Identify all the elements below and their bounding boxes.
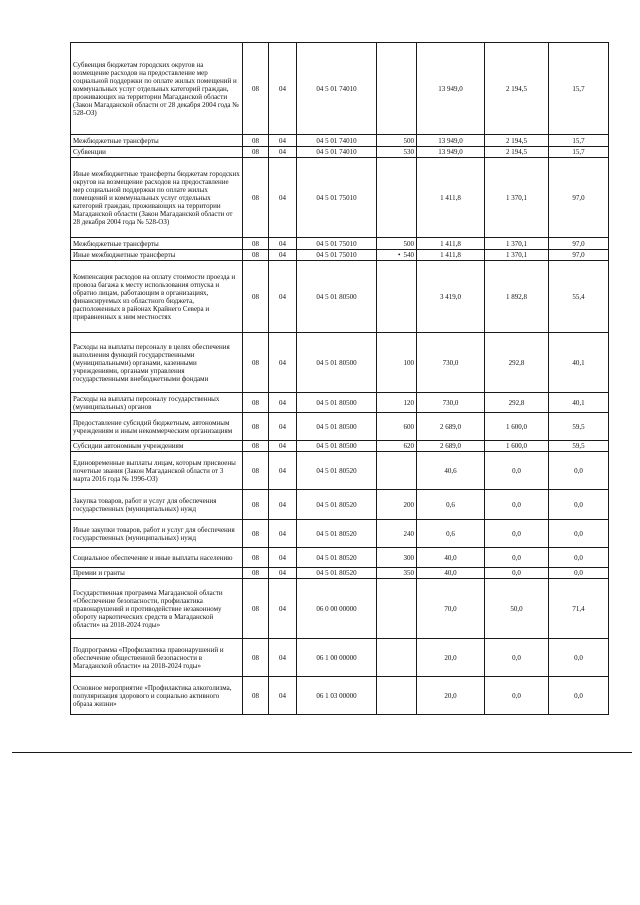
expense-type-value: 620 <box>403 442 414 450</box>
target-article-code: 04 5 01 80500 <box>297 441 377 452</box>
table-row <box>71 158 609 238</box>
expense-type-value: 240 <box>403 529 414 538</box>
subsection-code: 04 <box>269 158 297 238</box>
expense-type-code <box>377 441 417 452</box>
approved-amount: 13 949,0 <box>417 135 485 147</box>
expense-type-code <box>377 520 417 548</box>
target-article-code: 04 5 01 75010 <box>297 250 377 261</box>
expense-type-code <box>377 238 417 250</box>
executed-amount: 50,0 <box>485 579 549 639</box>
expense-type-code <box>377 333 417 393</box>
approved-amount: 40,0 <box>417 568 485 579</box>
executed-amount: 292,8 <box>485 393 549 413</box>
executed-amount: 0,0 <box>485 639 549 677</box>
expense-type-value: 600 <box>403 422 414 431</box>
table-row <box>71 135 609 147</box>
expense-description: Подпрограмма «Профилактика правонарушений и обеспечение общественной безопасности в Магаданской области» на 2018-2024 годы» <box>71 639 243 677</box>
approved-amount: 1 411,8 <box>417 250 485 261</box>
executed-amount: 0,0 <box>485 520 549 548</box>
expense-description: Межбюджетные трансферты <box>71 238 243 250</box>
expense-description: Государственная программа Магаданской области «Обеспечение безопасности, профилактика правонарушений и противодействие незаконному обороту наркотических средств в Магаданской области» на 2018-2024 годы» <box>71 579 243 639</box>
subsection-code: 04 <box>269 43 297 135</box>
approved-amount: 1 411,8 <box>417 158 485 238</box>
executed-amount: 0,0 <box>485 568 549 579</box>
expense-description: Межбюджетные трансферты <box>71 135 243 147</box>
execution-percent: 55,4 <box>549 261 609 333</box>
target-article-code: 04 5 01 80520 <box>297 568 377 579</box>
executed-amount: 2 194,5 <box>485 135 549 147</box>
execution-percent: 0,0 <box>549 639 609 677</box>
expense-description: Единовременные выплаты лицам, которым присвоены почетные звания (Закон Магаданской области от 3 марта 2016 года № 1996-ОЗ) <box>71 452 243 490</box>
executed-amount: 0,0 <box>485 677 549 715</box>
execution-percent: 0,0 <box>549 548 609 568</box>
table-row <box>71 490 609 520</box>
section-code: 08 <box>243 520 269 548</box>
approved-amount: 730,0 <box>417 333 485 393</box>
execution-percent: 0,0 <box>549 677 609 715</box>
execution-percent: 15,7 <box>549 135 609 147</box>
approved-amount: 2 689,0 <box>417 413 485 441</box>
expense-description: Премии и гранты <box>71 568 243 579</box>
table-row <box>71 677 609 715</box>
execution-percent: 0,0 <box>549 568 609 579</box>
table-row <box>71 238 609 250</box>
subsection-code: 04 <box>269 238 297 250</box>
target-article-code: 06 1 00 00000 <box>297 639 377 677</box>
target-article-code: 04 5 01 80500 <box>297 333 377 393</box>
section-code: 08 <box>243 135 269 147</box>
executed-amount: 1 600,0 <box>485 413 549 441</box>
subsection-code: 04 <box>269 147 297 158</box>
table-row <box>71 639 609 677</box>
approved-amount: 40,0 <box>417 548 485 568</box>
executed-amount: 1 600,0 <box>485 441 549 452</box>
subsection-code: 04 <box>269 568 297 579</box>
executed-amount: 1 370,1 <box>485 158 549 238</box>
subsection-code: 04 <box>269 520 297 548</box>
expense-type-value: 500 <box>403 136 414 145</box>
expense-description: Иные межбюджетные трансферты <box>71 250 243 261</box>
section-code: 08 <box>243 441 269 452</box>
section-code: 08 <box>243 548 269 568</box>
execution-percent: 59,5 <box>549 413 609 441</box>
subsection-code: 04 <box>269 677 297 715</box>
approved-amount: 13 949,0 <box>417 43 485 135</box>
expense-type-code <box>377 135 417 147</box>
execution-percent: 97,0 <box>549 250 609 261</box>
subsection-code: 04 <box>269 413 297 441</box>
executed-amount: 0,0 <box>485 548 549 568</box>
approved-amount: 13 949,0 <box>417 147 485 158</box>
table-row <box>71 452 609 490</box>
expense-type-code <box>377 639 417 677</box>
expense-description: Закупка товаров, работ и услуг для обеспечения государственных (муниципальных) нужд <box>71 490 243 520</box>
target-article-code: 04 5 01 74010 <box>297 147 377 158</box>
target-article-code: 06 0 00 00000 <box>297 579 377 639</box>
section-code: 08 <box>243 677 269 715</box>
target-article-code: 04 5 01 80500 <box>297 261 377 333</box>
budget-execution-table <box>70 42 609 715</box>
expense-type-code <box>377 261 417 333</box>
expense-type-code <box>377 677 417 715</box>
expense-description: Расходы на выплаты персоналу государственных (муниципальных) органов <box>71 393 243 413</box>
subsection-code: 04 <box>269 333 297 393</box>
executed-amount: 1 370,1 <box>485 250 549 261</box>
subsection-code: 04 <box>269 548 297 568</box>
subsection-code: 04 <box>269 441 297 452</box>
expense-type-code <box>377 393 417 413</box>
expense-type-value: 100 <box>403 358 414 367</box>
table-row <box>71 568 609 579</box>
section-code: 08 <box>243 579 269 639</box>
expense-type-code <box>377 579 417 639</box>
executed-amount: 2 194,5 <box>485 147 549 158</box>
approved-amount: 20,0 <box>417 639 485 677</box>
expense-type-code <box>377 490 417 520</box>
section-code: 08 <box>243 333 269 393</box>
expense-type-value: 540 <box>403 251 414 259</box>
table-row <box>71 333 609 393</box>
execution-percent: 15,7 <box>549 43 609 135</box>
expense-type-value: 530 <box>403 148 414 156</box>
section-code: 08 <box>243 147 269 158</box>
subsection-code: 04 <box>269 639 297 677</box>
subsection-code: 04 <box>269 490 297 520</box>
executed-amount: 2 194,5 <box>485 43 549 135</box>
section-code: 08 <box>243 238 269 250</box>
approved-amount: 20,0 <box>417 677 485 715</box>
expense-type-value: 500 <box>403 239 414 248</box>
expense-description: Субсидии автономным учреждениям <box>71 441 243 452</box>
target-article-code: 04 5 01 74010 <box>297 135 377 147</box>
execution-percent: 0,0 <box>549 520 609 548</box>
target-article-code: 04 5 01 75010 <box>297 238 377 250</box>
execution-percent: 40,1 <box>549 393 609 413</box>
executed-amount: 292,8 <box>485 333 549 393</box>
expense-description: Компенсация расходов на оплату стоимости проезда и провоза багажа к месту использования отпуска и обратно лицам, работающим в организациях, финансируемых из областного бюджета, расположенных в районах Крайнего Севера и приравненных к ним местностях <box>71 261 243 333</box>
expense-description: Иные межбюджетные трансферты бюджетам городских округов на возмещение расходов на предоставление мер социальной поддержки по оплате жилых помещений и коммунальных услуг отдельных категорий граждан, проживающих на территории Магаданской области (Закон Магаданской области от 28 декабря 2004 года № 528-ОЗ) <box>71 158 243 238</box>
page-bottom-rule <box>12 752 632 753</box>
target-article-code: 04 5 01 80500 <box>297 393 377 413</box>
section-code: 08 <box>243 452 269 490</box>
table-row <box>71 261 609 333</box>
expense-type-code <box>377 452 417 490</box>
expense-description: Предоставление субсидий бюджетным, автономным учреждениям и иным некоммерческим организациям <box>71 413 243 441</box>
subsection-code: 04 <box>269 135 297 147</box>
execution-percent: 59,5 <box>549 441 609 452</box>
approved-amount: 0,6 <box>417 490 485 520</box>
expense-description: Иные закупки товаров, работ и услуг для обеспечения государственных (муниципальных) нужд <box>71 520 243 548</box>
expense-description: Расходы на выплаты персоналу в целях обеспечения выполнения функций государственными (муниципальными) органами, казенными учреждениями, органами управления государственными внебюджетными фондами <box>71 333 243 393</box>
target-article-code: 04 5 01 75010 <box>297 158 377 238</box>
table-row <box>71 147 609 158</box>
execution-percent: 0,0 <box>549 452 609 490</box>
target-article-code: 04 5 01 80520 <box>297 490 377 520</box>
table-row <box>71 250 609 261</box>
expense-type-code <box>377 250 417 261</box>
expense-type-code <box>377 43 417 135</box>
executed-amount: 0,0 <box>485 452 549 490</box>
table-row <box>71 393 609 413</box>
execution-percent: 40,1 <box>549 333 609 393</box>
table-body <box>71 43 609 715</box>
approved-amount: 3 419,0 <box>417 261 485 333</box>
expense-type-value: 350 <box>403 569 414 577</box>
executed-amount: 0,0 <box>485 490 549 520</box>
target-article-code: 04 5 01 74010 <box>297 43 377 135</box>
section-code: 08 <box>243 261 269 333</box>
subsection-code: 04 <box>269 452 297 490</box>
approved-amount: 70,0 <box>417 579 485 639</box>
scan-mark: • <box>398 251 401 259</box>
executed-amount: 1 370,1 <box>485 238 549 250</box>
executed-amount: 1 892,8 <box>485 261 549 333</box>
section-code: 08 <box>243 250 269 261</box>
target-article-code: 06 1 03 00000 <box>297 677 377 715</box>
table-row <box>71 520 609 548</box>
section-code: 08 <box>243 43 269 135</box>
section-code: 08 <box>243 413 269 441</box>
expense-description: Субвенция бюджетам городских округов на возмещение расходов на предоставление мер социальной поддержки по оплате жилых помещений и коммунальных услуг отдельных категорий граждан, проживающих на территории Магаданской области (Закон Магаданской области от 28 декабря 2004 года № 528-ОЗ) <box>71 43 243 135</box>
target-article-code: 04 5 01 80520 <box>297 520 377 548</box>
section-code: 08 <box>243 393 269 413</box>
approved-amount: 730,0 <box>417 393 485 413</box>
table-row <box>71 413 609 441</box>
target-article-code: 04 5 01 80520 <box>297 452 377 490</box>
subsection-code: 04 <box>269 261 297 333</box>
expense-type-value: 300 <box>403 553 414 562</box>
execution-percent: 15,7 <box>549 147 609 158</box>
expense-type-code <box>377 147 417 158</box>
subsection-code: 04 <box>269 250 297 261</box>
approved-amount: 1 411,8 <box>417 238 485 250</box>
expense-description: Социальное обеспечение и иные выплаты населению <box>71 548 243 568</box>
section-code: 08 <box>243 158 269 238</box>
target-article-code: 04 5 01 80520 <box>297 548 377 568</box>
expense-type-value: 120 <box>403 398 414 407</box>
target-article-code: 04 5 01 80500 <box>297 413 377 441</box>
table-row <box>71 43 609 135</box>
expense-type-value: 200 <box>403 500 414 509</box>
execution-percent: 97,0 <box>549 238 609 250</box>
section-code: 08 <box>243 639 269 677</box>
execution-percent: 0,0 <box>549 490 609 520</box>
table-row <box>71 441 609 452</box>
expense-description: Субвенции <box>71 147 243 158</box>
expense-type-code <box>377 158 417 238</box>
expense-type-code <box>377 548 417 568</box>
approved-amount: 0,6 <box>417 520 485 548</box>
section-code: 08 <box>243 568 269 579</box>
execution-percent: 97,0 <box>549 158 609 238</box>
section-code: 08 <box>243 490 269 520</box>
table-row <box>71 548 609 568</box>
expense-type-code <box>377 568 417 579</box>
subsection-code: 04 <box>269 579 297 639</box>
expense-type-code <box>377 413 417 441</box>
approved-amount: 2 689,0 <box>417 441 485 452</box>
execution-percent: 71,4 <box>549 579 609 639</box>
approved-amount: 40,6 <box>417 452 485 490</box>
subsection-code: 04 <box>269 393 297 413</box>
table-row <box>71 579 609 639</box>
expense-description: Основное мероприятие «Профилактика алкоголизма, популяризация здорового и социально активного образа жизни» <box>71 677 243 715</box>
